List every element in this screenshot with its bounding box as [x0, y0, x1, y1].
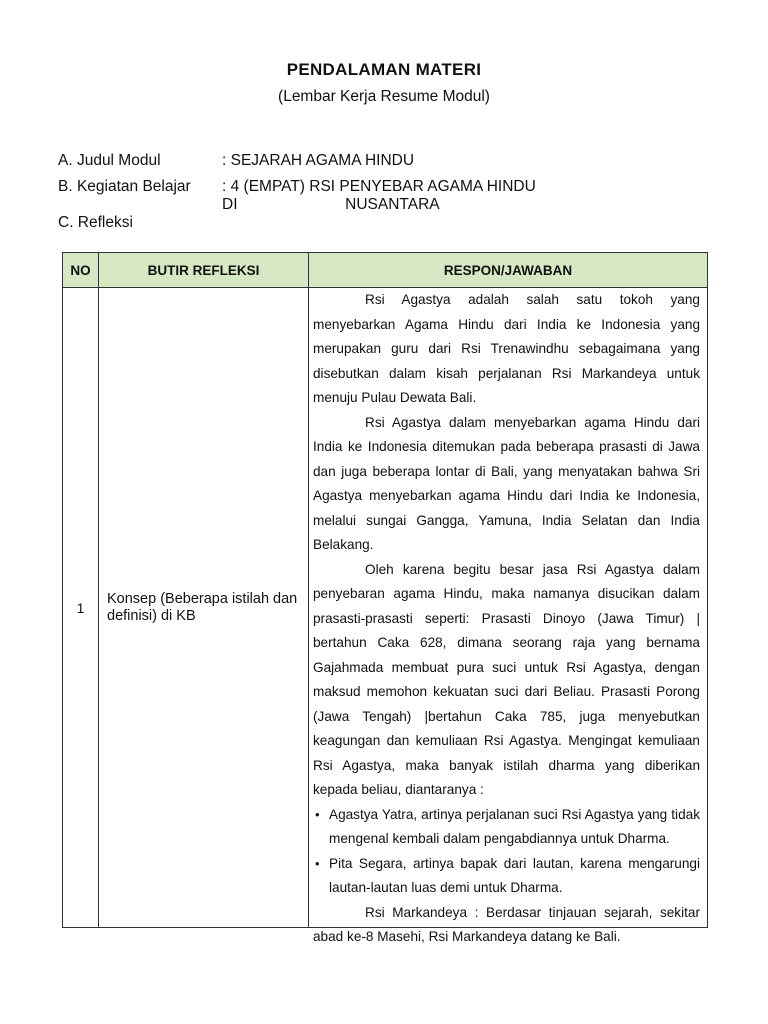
list-item-text: Agastya Yatra, artinya perjalanan suci Rsi Agastya yang tidak mengenal kembali dalam pengabdiannya untuk Dharma. — [329, 806, 700, 846]
meta-value: : 4 (EMPAT) RSI PENYEBAR AGAMA HINDU DI NUSANTARA — [222, 178, 536, 213]
row-number: 1 — [63, 288, 99, 928]
meta-value: : SEJARAH AGAMA HINDU — [222, 152, 415, 169]
respon-paragraph: Rsi Agastya adalah salah satu tokoh yang menyebarkan Agama Hindu dari India ke Indonesia yang merupakan guru dari Rsi Trenawindhu sebagaimana yang disebutkan dalam kisah perjalanan Rsi Markandeya untuk menuju Pulau Dewata Bali. — [313, 292, 700, 405]
table-header-row — [63, 253, 708, 288]
page-subtitle: (Lembar Kerja Resume Modul) — [278, 88, 490, 105]
list-item-text: Pita Segara, artinya bapak dari lautan, karena mengarungi lautan-lautan luas demi untuk Dharma. — [329, 855, 700, 895]
bullet-icon: • — [315, 855, 320, 871]
respon-content — [309, 288, 707, 944]
butir-refleksi-cell: Konsep (Beberapa istilah dan definisi) di KB — [99, 288, 309, 928]
table-row — [63, 288, 708, 928]
respon-cell — [309, 288, 708, 944]
bullet-icon: • — [315, 806, 320, 822]
respon-paragraph: Rsi Agastya dalam menyebarkan agama Hindu dari India ke Indonesia ditemukan pada beberapa prasasti di Jawa dan juga beberapa lontar di Bali, yang menyatakan bahwa Sri Agastya menyebarkan agama Hindu dari India ke Indonesia, melalui sungai Gangga, Yamuna, India Selatan dan India Belakang. — [313, 414, 700, 552]
reflection-table — [62, 252, 708, 944]
respon-paragraph: Rsi Markandeya : Berdasar tinjauan sejarah, sekitar abad ke-8 Masehi, Rsi Markandeya datang ke Bali. — [313, 904, 700, 944]
meta-label: A. Judul Modul — [58, 152, 161, 169]
page-title: PENDALAMAN MATERI — [286, 60, 482, 79]
meta-label: C. Refleksi — [58, 214, 133, 231]
list-item — [313, 803, 700, 852]
meta-label: B. Kegiatan Belajar — [58, 178, 191, 195]
respon-paragraph: Oleh karena begitu besar jasa Rsi Agastya dalam penyebaran agama Hindu, maka namanya disucikan dalam prasasti-prasasti seperti: Prasasti Dinoyo (Jawa Timur) | bertahun Caka 628, dimana seorang raja yang bernama Gajahmada membuat pura suci untuk Rsi Agastya, dengan maksud memohon kekuatan suci dari Beliau. Prasasti Porong (Jawa Tengah) |bertahun Caka 785, juga menyebutkan keagungan dan kemuliaan Rsi Agastya. Mengingat kemuliaan Rsi Agastya, maka banyak istilah dharma yang diberikan kepada beliau, diantaranya : — [313, 561, 700, 797]
header-no: NO — [63, 253, 99, 288]
list-item — [313, 852, 700, 901]
respon-bullet-list — [313, 803, 700, 901]
header-butir-refleksi: BUTIR REFLEKSI — [99, 253, 309, 288]
header-respon-jawaban: RESPON/JAWABAN — [309, 253, 708, 288]
